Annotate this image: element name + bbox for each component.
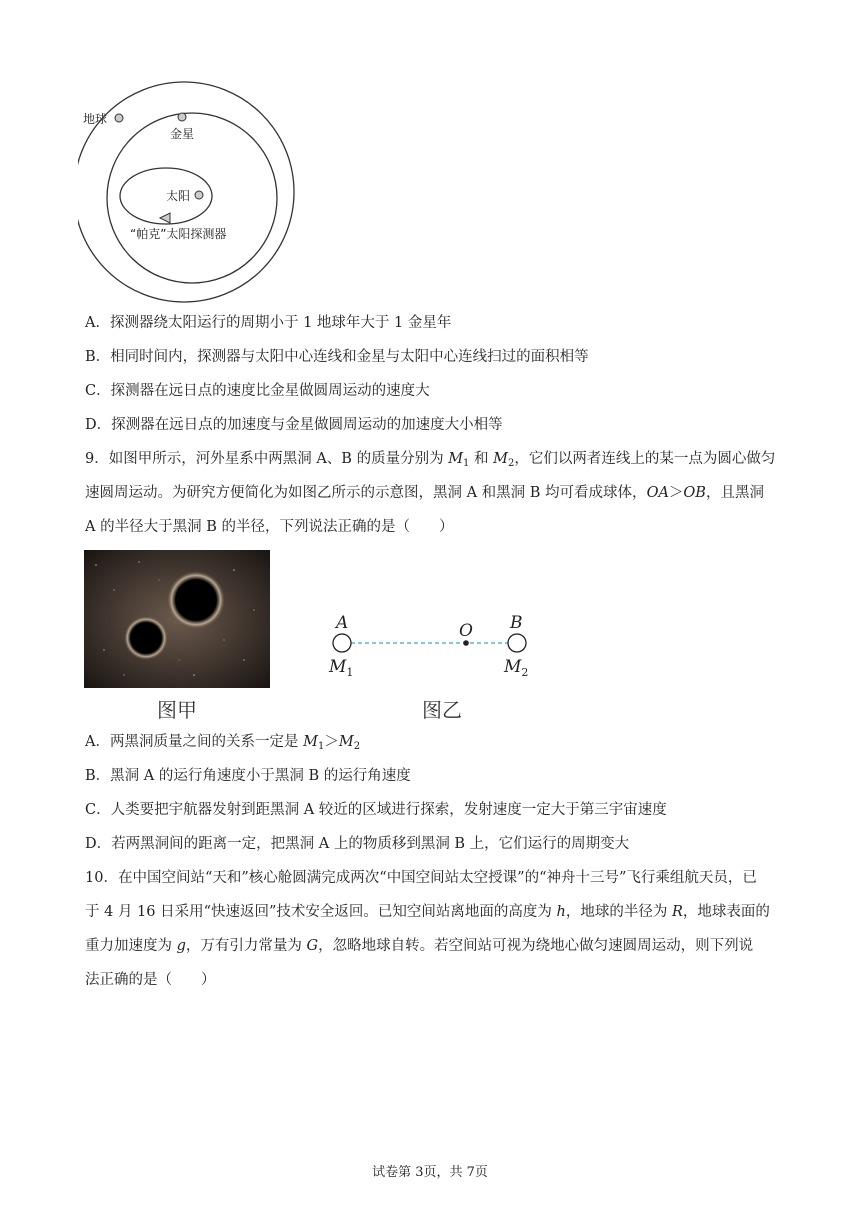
earth-dot	[115, 114, 123, 122]
label-b: B	[510, 613, 523, 633]
q10-stem-text: ，地球表面的	[682, 904, 770, 920]
q9-stem-text: ，且黑洞	[705, 485, 764, 501]
q8-option-c: C．探测器在远日点的速度比金星做圆周运动的速度大	[85, 383, 430, 399]
subscript: 2	[508, 458, 515, 469]
orbit-diagram	[78, 80, 318, 312]
probe-marker	[160, 213, 170, 223]
q8-option-a: A．探测器绕太阳运行的周期小于 1 地球年大于 1 金星年	[85, 315, 452, 331]
black-hole-image	[84, 550, 270, 688]
mass-symbol: M	[504, 657, 522, 677]
mass-symbol: M	[329, 657, 347, 677]
q10-stem-line1: 10．在中国空间站“天和”核心舱圆满完成两次“中国空间站太空授课”的“神舟十三号”飞行乘组航天员，已	[85, 870, 757, 886]
mass-symbol: M	[493, 451, 508, 467]
body-b	[508, 634, 526, 652]
q8-option-b: B．相同时间内，探测器与太阳中心连线和金星与太阳中心连线扫过的面积相等	[85, 349, 589, 365]
q9-stem-text: ，它们以两者连线上的某一点为圆心做匀	[514, 451, 776, 467]
q9-stem-line1	[85, 449, 775, 474]
q10-stem-line3	[85, 936, 753, 956]
mass-symbol: M	[338, 734, 354, 750]
subscript: 1	[346, 666, 354, 679]
body-a	[333, 634, 351, 652]
probe-label: “帕克”太阳探测器	[130, 227, 227, 241]
q9-stem-line2	[85, 483, 764, 503]
q8-option-d: D．探测器在远日点的加速度与金星做圆周运动的加速度大小相等	[85, 417, 503, 433]
q9-stem-text: 速圆周运动。为研究方便简化为如图乙所示的示意图，黑洞 A 和黑洞 B 均可看成球体，	[85, 485, 647, 501]
mass-symbol: M	[448, 451, 464, 467]
q9-stem-text: ＞	[668, 485, 684, 501]
q9-stem-text: 9．如图甲所示，河外星系中两黑洞 A、B 的质量分别为	[85, 451, 449, 467]
variable-h: h	[556, 904, 566, 920]
q10-stem-text: 于 4 月 16 日采用“快速返回”技术安全返回。已知空间站离地面的高度为	[85, 904, 557, 920]
variable-r: R	[672, 904, 683, 920]
label-m2	[503, 657, 528, 679]
earth-label: 地球	[83, 112, 108, 126]
q10-stem-text: ，地球的半径为	[565, 904, 672, 920]
label-a: A	[336, 613, 349, 633]
q10-stem-text: ，忽略地球自转。若空间站可视为绕地心做匀速圆周运动，则下列说	[318, 938, 754, 954]
q10-stem-line2	[85, 902, 770, 922]
label-m1	[328, 657, 353, 679]
center-o	[463, 640, 469, 646]
q9-option-b: B．黑洞 A 的运行角速度小于黑洞 B 的运行角速度	[85, 768, 411, 784]
q10-stem-text: 重力加速度为	[85, 938, 177, 954]
comparison-sign: ＞	[324, 734, 339, 750]
variable-g: g	[176, 938, 186, 954]
page-footer: 试卷第 3页，共 7页	[372, 1165, 488, 1180]
q9-option-c: C．人类要把宇航器发射到距黑洞 A 较近的区域进行探索，发射速度一定大于第三宇宙速度	[85, 802, 667, 818]
black-hole-a	[167, 571, 225, 629]
subscript: 1	[463, 458, 470, 469]
q9-option-d: D．若两黑洞间的距离一定，把黑洞 A 上的物质移到黑洞 B 上，它们运行的周期变大	[85, 836, 630, 852]
subscript: 1	[317, 741, 325, 752]
segment-symbol: OB	[683, 485, 706, 501]
q9-option-text: A．两黑洞质量之间的关系一定是	[85, 734, 304, 750]
venus-label: 金星	[170, 127, 195, 141]
q10-stem-line4: 法正确的是（ ）	[85, 972, 216, 988]
venus-dot	[178, 113, 186, 121]
q9-option-a	[85, 732, 360, 757]
segment-symbol: OA	[646, 485, 669, 501]
black-hole-b	[124, 616, 168, 660]
subscript: 2	[521, 666, 529, 679]
subscript: 2	[353, 741, 361, 752]
q9-stem-line3: A 的半径大于黑洞 B 的半径，下列说法正确的是（ ）	[85, 519, 454, 535]
sun-dot	[195, 191, 203, 199]
q9-stem-text: 和	[469, 451, 494, 467]
figure-yi-caption: 图乙	[422, 698, 462, 722]
q10-stem-text: ，万有引力常量为	[185, 938, 307, 954]
figure-jia-caption: 图甲	[157, 698, 197, 722]
variable-big-g: G	[306, 938, 319, 954]
sun-label: 太阳	[166, 189, 191, 203]
binary-diagram	[320, 610, 550, 680]
label-o: O	[459, 621, 473, 641]
mass-symbol: M	[303, 734, 318, 750]
